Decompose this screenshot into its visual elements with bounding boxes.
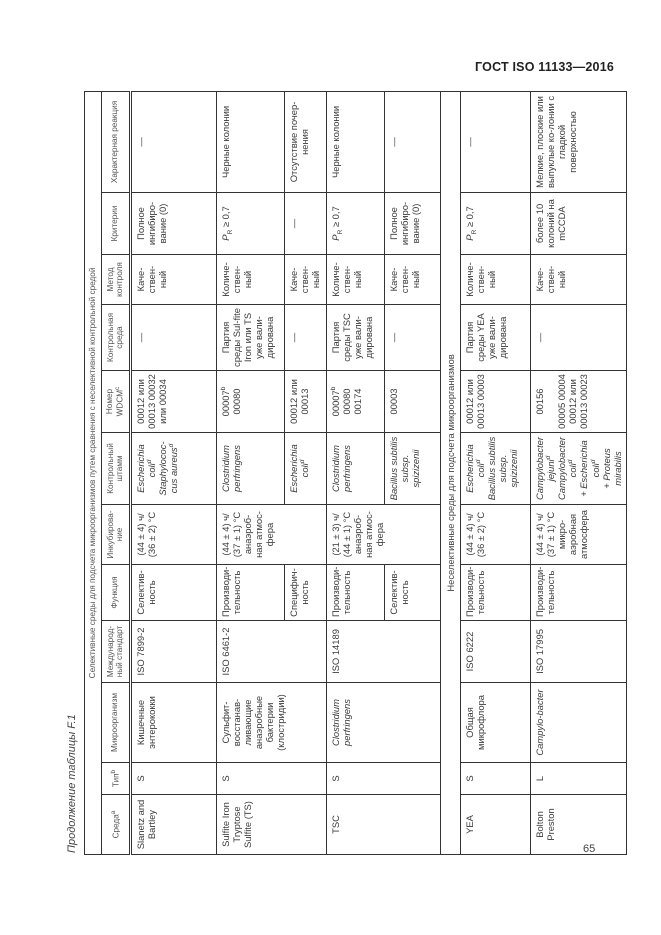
cell-method: Каче-ствен-ный bbox=[130, 255, 216, 305]
cell-wdcm: 00012 или 00013 00003 bbox=[460, 371, 530, 433]
cell-function: Селектив-ность bbox=[130, 565, 216, 621]
cell-organism: Campylo-bacter bbox=[530, 683, 626, 763]
cell-criteria: Полное ингибиро-вание (0) bbox=[384, 193, 440, 255]
cell-method: Каче-ствен-ный bbox=[284, 255, 326, 305]
group-header: Селективные среды для подсчета микроорганизмов путем сравнения с неселективной контрольной средой bbox=[85, 91, 102, 854]
cell-wdcm: 00012 или 00013 bbox=[284, 371, 326, 433]
table-row bbox=[460, 91, 530, 854]
cell-standard: ISO 17995 bbox=[530, 621, 626, 683]
cell-reaction: — bbox=[384, 91, 440, 192]
col-header-reaction: Характерная реакция bbox=[101, 91, 130, 192]
cell-method: Количе-ствен-ный bbox=[460, 255, 530, 305]
cell-medium: Bolton Preston bbox=[530, 795, 626, 855]
cell-medium: YEA bbox=[460, 795, 530, 855]
cell-incubation: (21 ± 3) ч/ (44 ± 1) °C анаэроб-ная атмос-фера bbox=[326, 505, 440, 565]
cell-method: Каче-ствен-ный bbox=[530, 255, 626, 305]
cell-type: S bbox=[326, 763, 440, 795]
cell-control-medium: — bbox=[284, 305, 326, 371]
cell-medium: Slanetz and Bartley bbox=[130, 795, 216, 855]
cell-organism: Clostridium perfringens bbox=[326, 683, 440, 763]
cell-control-strain: Bacillus subtilis subsp. spizizenii bbox=[384, 433, 440, 505]
col-header-standard: Международ-ный стандарт bbox=[101, 621, 130, 683]
document-standard-header: ГОСТ ISO 11133—2016 bbox=[475, 60, 614, 74]
cell-control-medium: — bbox=[130, 305, 216, 371]
cell-incubation: (44 ± 4) ч/ (37 ± 1) °C анаэроб-ная атмос-фера bbox=[216, 505, 326, 565]
table-row bbox=[530, 91, 626, 854]
col-header-medium: Среда$^a$ bbox=[101, 795, 130, 855]
table-row bbox=[326, 91, 384, 854]
column-headers bbox=[101, 91, 130, 854]
cell-medium: Sulfite Iron Tryptose Sulfite (TS) bbox=[216, 795, 326, 855]
media-table bbox=[84, 91, 627, 855]
cell-wdcm: 00003 bbox=[384, 371, 440, 433]
cell-criteria: более 10 колоний на mCCDA bbox=[530, 193, 626, 255]
cell-medium: TSC bbox=[326, 795, 440, 855]
table-row bbox=[216, 91, 284, 854]
cell-control-strain: Campylobacter jejuni$^d$ Campylobacter coli$^d$ + Escherichia coli$^d$ + Proteus mirabilis bbox=[530, 433, 626, 505]
cell-control-medium: Партия среды Sul-fite Iron или TS уже вали-дирована bbox=[216, 305, 284, 371]
cell-incubation: (44 ± 4) ч/ (36 ± 2) °C bbox=[130, 505, 216, 565]
cell-reaction: Мелкие, плоские или выпуклые ко-лонии с гладкой поверхностью bbox=[530, 91, 626, 192]
cell-reaction: — bbox=[460, 91, 530, 192]
cell-control-medium: Партия среды TSC уже вали-дирована bbox=[326, 305, 384, 371]
page-number: 65 bbox=[583, 843, 596, 855]
cell-reaction: Черные колонии bbox=[326, 91, 384, 192]
cell-type: S bbox=[460, 763, 530, 795]
cell-control-medium: — bbox=[530, 305, 626, 371]
cell-wdcm: 00007$^b$ 00080 00174 bbox=[326, 371, 384, 433]
cell-control-strain: Escherichia coli$^d$ Bacillus subtilis subsp. spizizenii bbox=[460, 433, 530, 505]
cell-criteria: $P_R \ge 0,7$ bbox=[460, 193, 530, 255]
cell-control-medium: — bbox=[384, 305, 440, 371]
cell-wdcm: 00007$^b$ 00080 bbox=[216, 371, 284, 433]
cell-function: Производи-тельность bbox=[460, 565, 530, 621]
cell-criteria: $P_R \ge 0,7$ bbox=[216, 193, 284, 255]
cell-standard: ISO 6461-2 bbox=[216, 621, 326, 683]
col-header-organism: Микроорганизм bbox=[101, 683, 130, 763]
col-header-wdcm: Номер WDCM$^c$ bbox=[101, 371, 130, 433]
cell-reaction: — bbox=[130, 91, 216, 192]
cell-control-strain: Escherichia coli$^d$ bbox=[284, 433, 326, 505]
cell-reaction: Черные колонии bbox=[216, 91, 284, 192]
cell-type: L bbox=[530, 763, 626, 795]
cell-type: S bbox=[130, 763, 216, 795]
cell-standard: ISO 14189 bbox=[326, 621, 440, 683]
cell-control-medium: Партия среды YEA уже вали-дирована bbox=[460, 305, 530, 371]
cell-function: Производи-тельность bbox=[530, 565, 626, 621]
col-header-control-strain: Контрольный штамм bbox=[101, 433, 130, 505]
cell-function: Производи-тельность bbox=[216, 565, 284, 621]
cell-wdcm: 00012 или 00013 00032 или 00034 bbox=[130, 371, 216, 433]
cell-reaction: Отсутствие почер-нения bbox=[284, 91, 326, 192]
cell-organism: Общая микрофлора bbox=[460, 683, 530, 763]
cell-function: Производи-тельность bbox=[326, 565, 384, 621]
cell-function: Специфич-ность bbox=[284, 565, 326, 621]
table-caption: Продолжение таблицы F.1 bbox=[66, 714, 78, 853]
col-header-function: Функция bbox=[101, 565, 130, 621]
cell-control-strain: Escherichia coli$^d$ Staphylococ-cus aureus$^d$ bbox=[130, 433, 216, 505]
table-row bbox=[130, 91, 216, 854]
col-header-incubation: Инкубирова-ние bbox=[101, 505, 130, 565]
cell-type: S bbox=[216, 763, 326, 795]
cell-criteria: $P_R \ge 0,7$ bbox=[326, 193, 384, 255]
cell-control-strain: Clostridium perfringens bbox=[216, 433, 284, 505]
cell-standard: ISO 6222 bbox=[460, 621, 530, 683]
cell-criteria: Полное ингибиро-вание (0) bbox=[130, 193, 216, 255]
cell-wdcm: 00156 00005 00004 00012 или 00013 00023 bbox=[530, 371, 626, 433]
rotated-page-content bbox=[66, 65, 626, 855]
cell-organism: Сульфит-восстанав-ливающие анаэробные бактерии (клостридии) bbox=[216, 683, 326, 763]
cell-control-strain: Clostridium perfringens bbox=[326, 433, 384, 505]
cell-incubation: (44 ± 4) ч/ (37 ± 1) °C микро-аэробная атмосфера bbox=[530, 505, 626, 565]
cell-method: Количе-ствен-ный bbox=[216, 255, 284, 305]
col-header-type: Тип$^b$ bbox=[101, 763, 130, 795]
cell-incubation: (44 ± 4) ч/ (36 ± 2) °C bbox=[460, 505, 530, 565]
col-header-control-medium: Контрольная среда bbox=[101, 305, 130, 371]
col-header-criteria: Критерии bbox=[101, 193, 130, 255]
cell-criteria: — bbox=[284, 193, 326, 255]
cell-method: Количе-ствен-ный bbox=[326, 255, 384, 305]
cell-standard: ISO 7899-2 bbox=[130, 621, 216, 683]
cell-function: Селектив-ность bbox=[384, 565, 440, 621]
cell-method: Каче-ствен-ный bbox=[384, 255, 440, 305]
col-header-method: Метод контроля bbox=[101, 255, 130, 305]
cell-organism: Кишечные энтерококки bbox=[130, 683, 216, 763]
section-header-nonselective: Неселективные среды для подсчета микроорганизмов bbox=[440, 91, 460, 854]
section-row bbox=[440, 91, 460, 854]
